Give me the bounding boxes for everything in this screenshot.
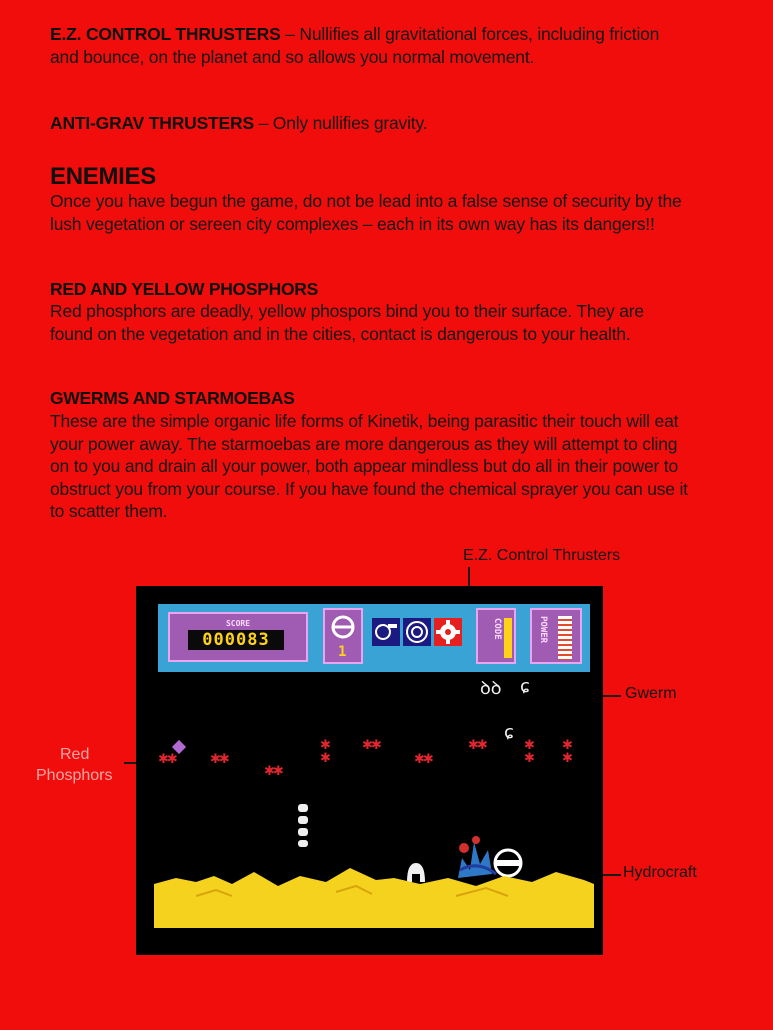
red-phosphor: ✱✱ xyxy=(210,752,228,767)
red-phosphor: ✱✱ xyxy=(362,738,380,753)
gwerm-sprite: ɕ xyxy=(504,722,514,743)
score-value: 000083 xyxy=(188,630,284,650)
stacked-pod-sprite xyxy=(296,802,310,848)
red-phosphor: ✱ xyxy=(320,738,329,753)
ez-control-thrusters-icon xyxy=(434,618,462,646)
game-screenshot xyxy=(136,586,603,955)
sprayer-icon xyxy=(372,618,400,646)
red-phosphor: ✱✱ xyxy=(414,752,432,767)
power-panel xyxy=(530,608,582,664)
score-label: SCORE xyxy=(225,619,251,628)
gwerms-heading: GWERMS AND STARMOEBAS xyxy=(50,388,295,408)
red-phosphor: ✱ xyxy=(562,738,571,753)
phosphors-heading: RED AND YELLOW PHOSPHORS xyxy=(50,279,318,299)
antigrav-text: – Only nullifies gravity. xyxy=(253,113,428,133)
phosphors-text: Red phosphors are deadly, yellow phospors bind you to their surface. They are found on the vegetation and in the cities, contact is dangerous to your health. xyxy=(50,301,644,344)
red-phosphor: ✱✱ xyxy=(264,764,282,779)
power-label: POWER xyxy=(538,616,548,644)
hydrocraft-callout: Hydrocraft xyxy=(623,864,697,881)
ez-thrusters-title: E.Z. CONTROL THRUSTERS xyxy=(50,24,281,44)
ez-thrusters-paragraph xyxy=(50,23,690,68)
ez-control-callout: E.Z. Control Thrusters xyxy=(463,547,621,564)
red-phosphors-callout-line1: Red xyxy=(60,746,90,763)
antigrav-title: ANTI-GRAV THRUSTERS xyxy=(50,113,254,133)
gwerm-sprite: ꝺꝺ xyxy=(480,678,502,699)
red-phosphor: ✱ xyxy=(320,751,329,766)
game-hud xyxy=(158,604,590,672)
gwerm-leader xyxy=(603,695,621,697)
yellow-terrain xyxy=(136,856,603,955)
enemies-intro: Once you have begun the game, do not be lead into a false sense of security by the lush vegetation or sereen city complexes – each in its own way has its dangers!! xyxy=(50,191,682,234)
red-phosphor: ✱✱ xyxy=(468,738,486,753)
gwerms-text: These are the simple organic life forms of Kinetik, being parasitic their touch will eat your power away. The starmoebas are more dangerous as they will attempt to cling on to you and drain all your power, both appear mindless but do all in their power to obstruct you from your course. If you have found the chemical sprayer you can use it to scatter them. xyxy=(50,411,688,521)
antigrav-paragraph xyxy=(50,112,690,135)
red-phosphor: ✱ xyxy=(562,751,571,766)
lives-panel xyxy=(323,608,363,664)
code-indicator xyxy=(504,618,512,658)
player-ship-icon xyxy=(325,612,361,642)
red-phosphor: ✱ xyxy=(524,738,533,753)
code-label: CODE xyxy=(492,618,502,640)
hydrocraft-leader xyxy=(603,874,621,876)
gwerm-sprite: ɕ xyxy=(520,676,530,697)
target-icon xyxy=(403,618,431,646)
red-phosphor: ✱ xyxy=(524,751,533,766)
ez-thrusters-text: – Nullifies all gravitational forces, including friction and bounce, on the planet and so allows you normal movement. xyxy=(50,24,660,67)
power-meter xyxy=(558,616,572,660)
gwerm-callout: Gwerm xyxy=(625,685,677,702)
red-phosphors-callout-line2: Phosphors xyxy=(36,767,113,784)
code-panel xyxy=(476,608,516,664)
lives-count: 1 xyxy=(338,644,347,660)
enemies-heading: ENEMIES xyxy=(50,163,156,190)
red-phosphor: ✱✱ xyxy=(158,752,176,767)
score-panel xyxy=(168,612,308,662)
